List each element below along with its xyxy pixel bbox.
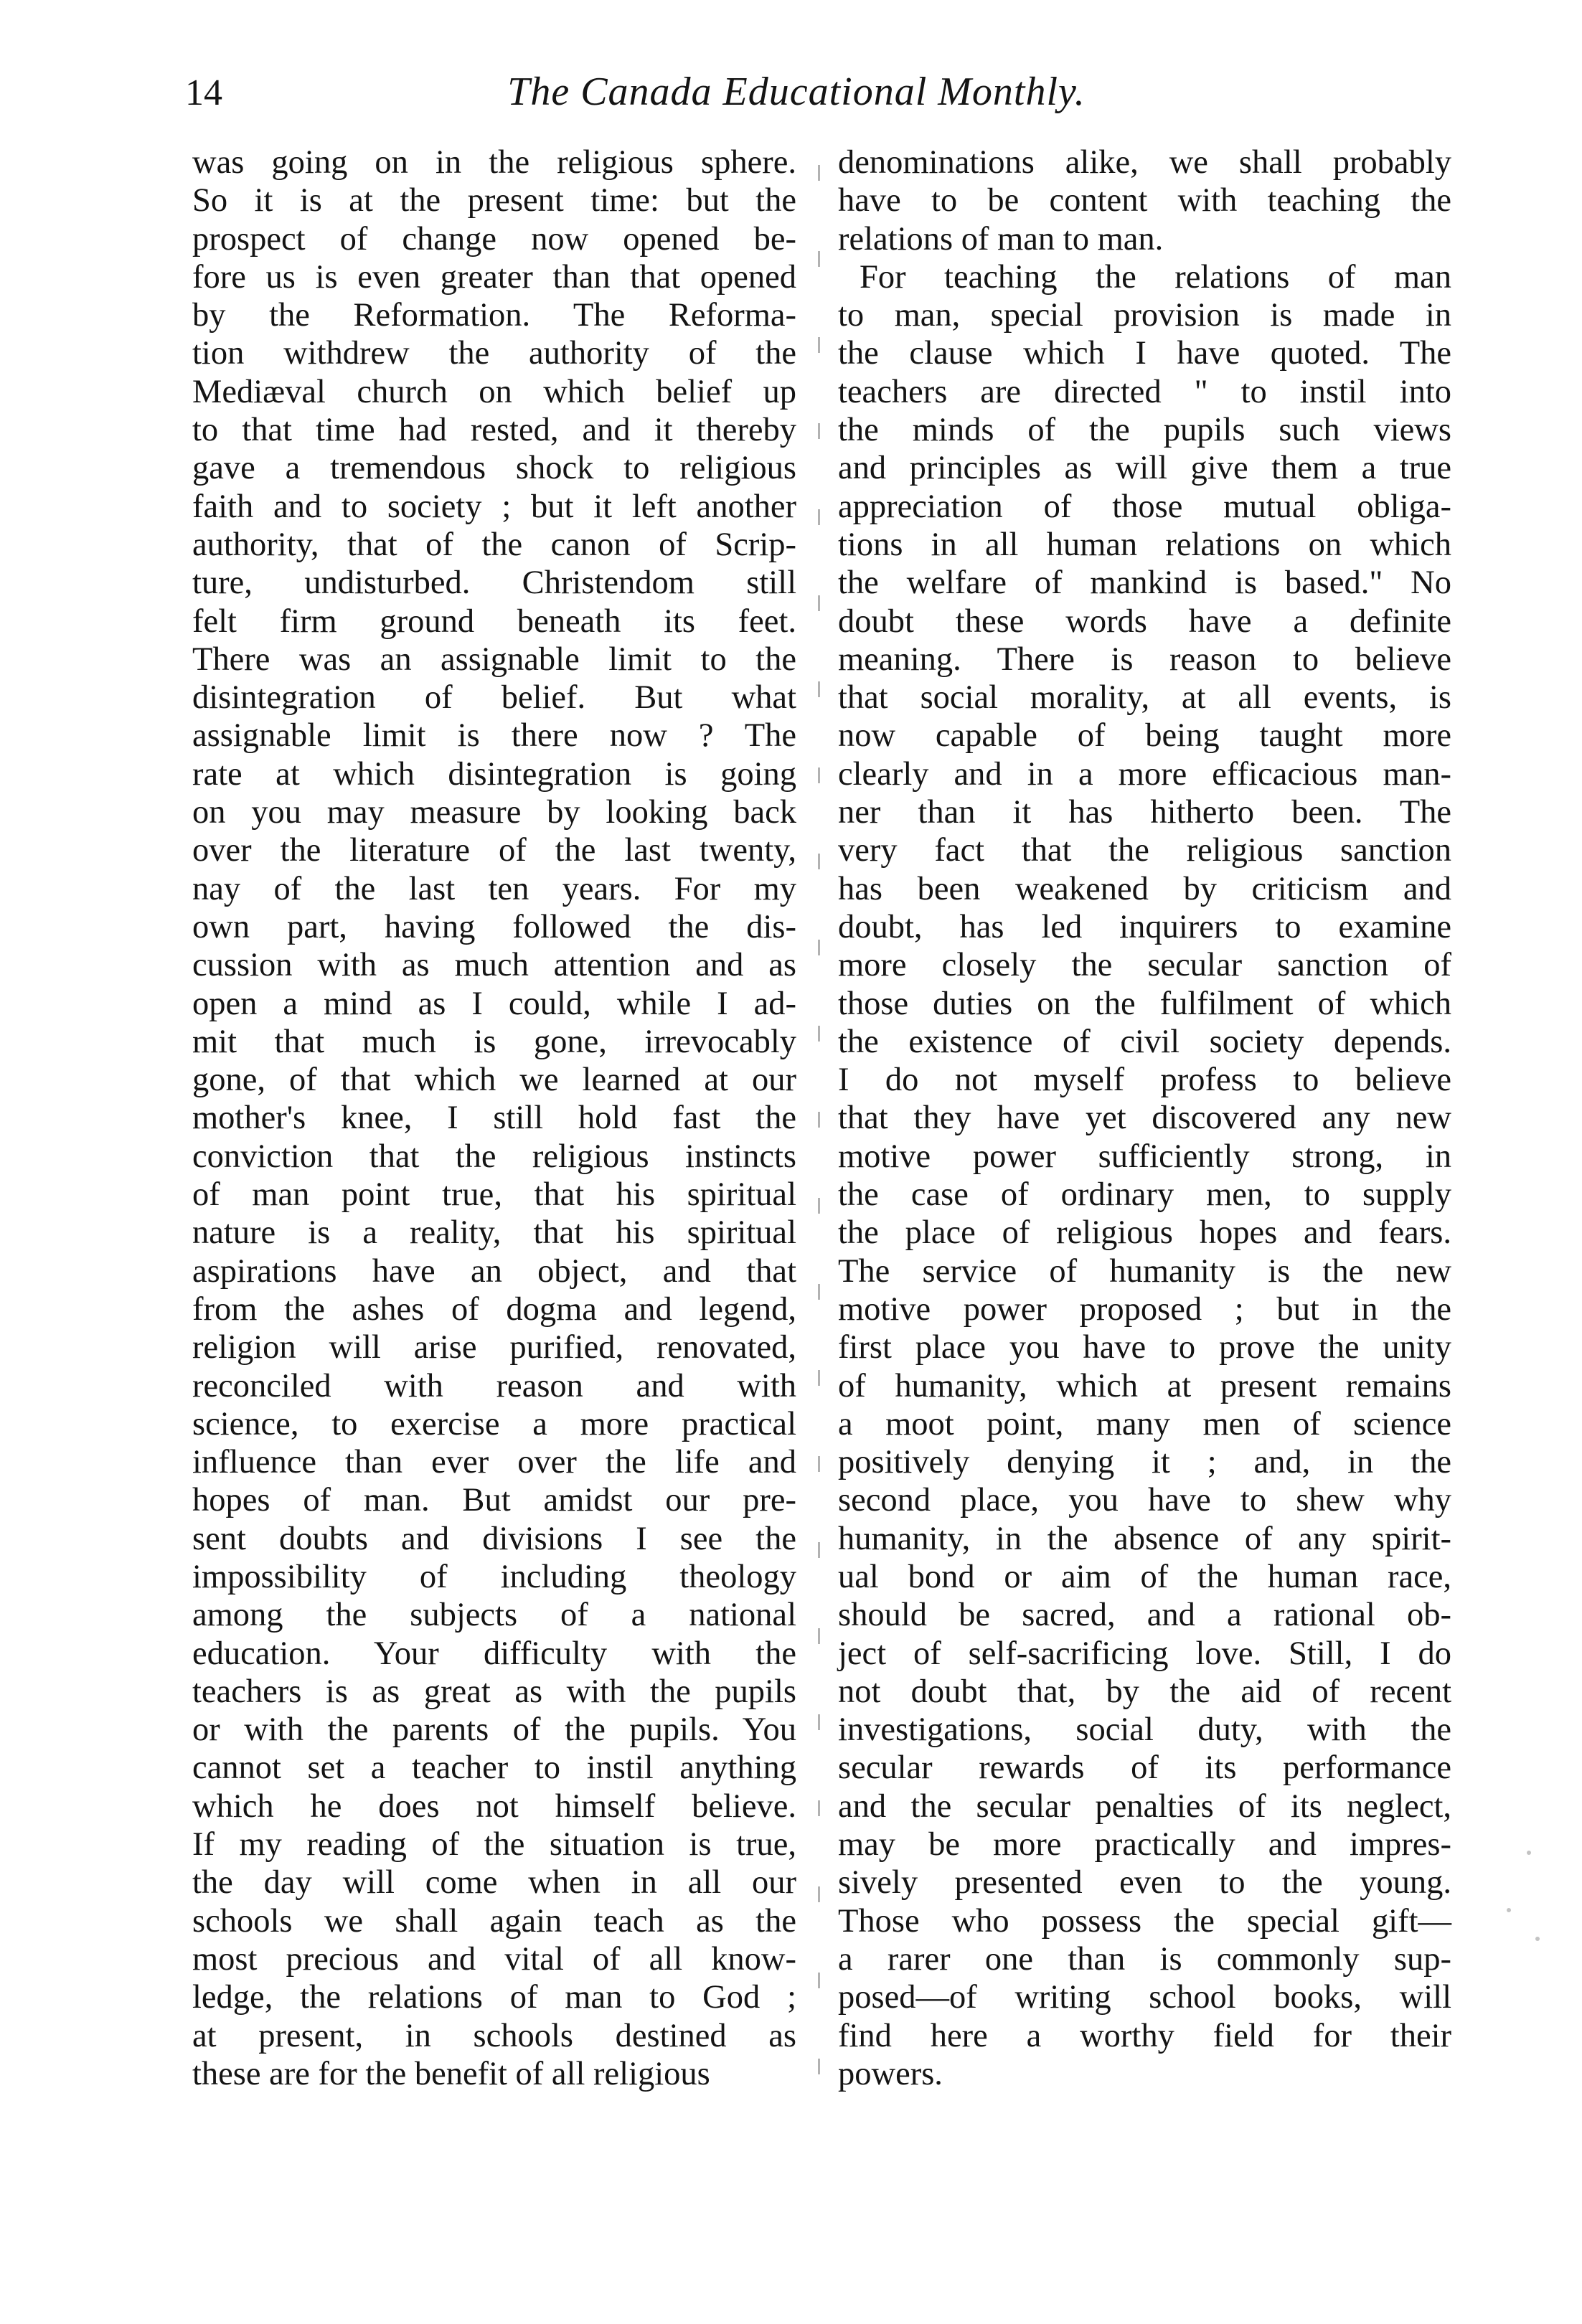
right-column-line: to man, special provision is made in: [838, 297, 1451, 334]
left-column-line: reconciled with reason and with: [192, 1367, 796, 1404]
right-column-line: a moot point, many men of science: [838, 1405, 1451, 1442]
right-column-line: should be sacred, and a rational ob-: [838, 1597, 1451, 1634]
left-column-line: mother's knee, I still hold fast the: [192, 1100, 796, 1137]
right-column-line: motive power proposed ; but in the: [838, 1290, 1451, 1328]
left-column-line: aspirations have an object, and that: [192, 1252, 796, 1290]
left-column-line: open a mind as I could, while I ad-: [192, 985, 796, 1022]
left-column-line: mit that much is gone, irrevocably: [192, 1023, 796, 1060]
left-column-line: rate at which disintegration is going: [192, 755, 796, 793]
right-column-line: ner than it has hitherto been. The: [838, 794, 1451, 831]
left-column-line: these are for the benefit of all religious: [192, 2055, 710, 2092]
left-column-line: sent doubts and divisions I see the: [192, 1520, 796, 1557]
left-column-line: prospect of change now opened be-: [192, 220, 796, 258]
left-column-line: cannot set a teacher to instil anything: [192, 1749, 796, 1787]
left-column-line: felt firm ground beneath its feet.: [192, 603, 796, 640]
right-column-line: the place of religious hopes and fears.: [838, 1214, 1451, 1252]
left-column-line: There was an assignable limit to the: [192, 641, 796, 678]
left-column-line: impossibility of including theology: [192, 1558, 796, 1595]
left-column-line: which he does not himself believe.: [192, 1787, 796, 1825]
left-column-line: conviction that the religious instincts: [192, 1138, 796, 1175]
left-column-line: So it is at the present time: but the: [192, 182, 796, 219]
right-column-line: posed—of writing school books, will: [838, 1979, 1451, 2016]
left-column-line: nay of the last ten years. For my: [192, 870, 796, 907]
right-column-line: Those who possess the special gift—: [838, 1902, 1451, 1940]
left-column-line: schools we shall again teach as the: [192, 1902, 796, 1940]
left-column-line: most precious and vital of all know-: [192, 1940, 796, 1978]
right-column-line: and the secular penalties of its neglect,: [838, 1787, 1451, 1825]
right-column-line: of humanity, which at present remains: [838, 1367, 1451, 1404]
right-column-line: a rarer one than is commonly sup-: [838, 1940, 1451, 1978]
left-column-line: disintegration of belief. But what: [192, 679, 796, 717]
left-column-line: If my reading of the situation is true,: [192, 1826, 796, 1864]
right-column-line: may be more practically and impres-: [838, 1826, 1451, 1864]
right-column-line: teachers are directed " to instil into: [838, 373, 1451, 410]
left-column-line: own part, having followed the dis-: [192, 908, 796, 945]
right-column-line: tions in all human relations on which: [838, 526, 1451, 563]
right-column-line: very fact that the religious sanction: [838, 832, 1451, 869]
left-column-line: science, to exercise a more practical: [192, 1405, 796, 1442]
left-column-line: the day will come when in all our: [192, 1864, 796, 1902]
right-column-line: For teaching the relations of man: [860, 258, 1451, 296]
right-column-line: those duties on the fulfilment of which: [838, 985, 1451, 1022]
left-column-line: gone, of that which we learned at our: [192, 1062, 796, 1099]
right-column-line: the case of ordinary men, to supply: [838, 1176, 1451, 1214]
right-column-line: more closely the secular sanction of: [838, 947, 1451, 984]
left-column-line: from the ashes of dogma and legend,: [192, 1290, 796, 1328]
left-column-line: gave a tremendous shock to religious: [192, 450, 796, 487]
right-column-line: appreciation of those mutual obliga-: [838, 488, 1451, 525]
left-column-line: tion withdrew the authority of the: [192, 335, 796, 372]
right-column-line: positively denying it ; and, in the: [838, 1444, 1451, 1481]
left-column-line: education. Your difficulty with the: [192, 1635, 796, 1672]
right-column-line: not doubt that, by the aid of recent: [838, 1673, 1451, 1710]
right-column-line: the clause which I have quoted. The: [838, 335, 1451, 372]
right-column-line: first place you have to prove the unity: [838, 1329, 1451, 1366]
right-column-line: find here a worthy field for their: [838, 2017, 1451, 2054]
right-column-line: the minds of the pupils such views: [838, 412, 1451, 449]
right-column-line: clearly and in a more efficacious man-: [838, 755, 1451, 793]
right-column-line: investigations, social duty, with the: [838, 1711, 1451, 1749]
left-column-line: by the Reformation. The Reforma-: [192, 297, 796, 334]
right-column-line: second place, you have to shew why: [838, 1482, 1451, 1519]
right-column-line: ual bond or aim of the human race,: [838, 1558, 1451, 1595]
left-column-line: was going on in the religious sphere.: [192, 144, 796, 181]
left-column-line: nature is a reality, that his spiritual: [192, 1214, 796, 1252]
right-column-line: has been weakened by criticism and: [838, 870, 1451, 907]
right-column-line: meaning. There is reason to believe: [838, 641, 1451, 678]
left-column-line: religion will arise purified, renovated,: [192, 1329, 796, 1366]
page-number: 14: [185, 72, 222, 113]
left-column: [192, 143, 796, 2093]
right-column-line: that social morality, at all events, is: [838, 679, 1451, 717]
right-column-line: motive power sufficiently strong, in: [838, 1138, 1451, 1175]
left-column-line: on you may measure by looking back: [192, 794, 796, 831]
right-column-line: the welfare of mankind is based." No: [838, 565, 1451, 602]
left-column-line: or with the parents of the pupils. You: [192, 1711, 796, 1749]
right-column-line: doubt, has led inquirers to examine: [838, 908, 1451, 945]
left-column-line: fore us is even greater than that opened: [192, 258, 796, 296]
right-column-line: have to be content with teaching the: [838, 182, 1451, 219]
left-column-line: among the subjects of a national: [192, 1597, 796, 1634]
left-column-line: ture, undisturbed. Christendom still: [192, 565, 796, 602]
left-column-line: Mediæval church on which belief up: [192, 373, 796, 410]
left-column-line: at present, in schools destined as: [192, 2017, 796, 2054]
right-column-line: The service of humanity is the new: [838, 1252, 1451, 1290]
left-column-line: authority, that of the canon of Scrip-: [192, 526, 796, 563]
left-column-line: hopes of man. But amidst our pre-: [192, 1482, 796, 1519]
right-column-line: I do not myself profess to believe: [838, 1062, 1451, 1099]
right-column-line: ject of self-sacrificing love. Still, I do: [838, 1635, 1451, 1672]
right-column-line: sively presented even to the young.: [838, 1864, 1451, 1902]
left-column-line: teachers is as great as with the pupils: [192, 1673, 796, 1710]
right-column-line: now capable of being taught more: [838, 717, 1451, 755]
left-column-line: assignable limit is there now ? The: [192, 717, 796, 755]
left-column-line: over the literature of the last twenty,: [192, 832, 796, 869]
right-column-line: denominations alike, we shall probably: [838, 144, 1451, 181]
right-column-line: powers.: [838, 2055, 943, 2092]
right-column-line: doubt these words have a definite: [838, 603, 1451, 640]
left-column-line: influence than ever over the life and: [192, 1444, 796, 1481]
right-column-line: the existence of civil society depends.: [838, 1023, 1451, 1060]
column-gutter-rule: [818, 165, 820, 2116]
left-column-line: of man point true, that his spiritual: [192, 1176, 796, 1214]
right-column-line: secular rewards of its performance: [838, 1749, 1451, 1787]
left-column-line: to that time had rested, and it thereby: [192, 412, 796, 449]
right-column: [838, 143, 1451, 2093]
left-column-line: faith and to society ; but it left another: [192, 488, 796, 525]
left-column-line: cussion with as much attention and as: [192, 947, 796, 984]
right-column-line: relations of man to man.: [838, 220, 1164, 258]
right-column-line: and principles as will give them a true: [838, 450, 1451, 487]
running-title: The Canada Educational Monthly.: [507, 70, 1086, 114]
left-column-line: ledge, the relations of man to God ;: [192, 1979, 796, 2016]
right-column-line: humanity, in the absence of any spirit-: [838, 1520, 1451, 1557]
right-column-line: that they have yet discovered any new: [838, 1100, 1451, 1137]
